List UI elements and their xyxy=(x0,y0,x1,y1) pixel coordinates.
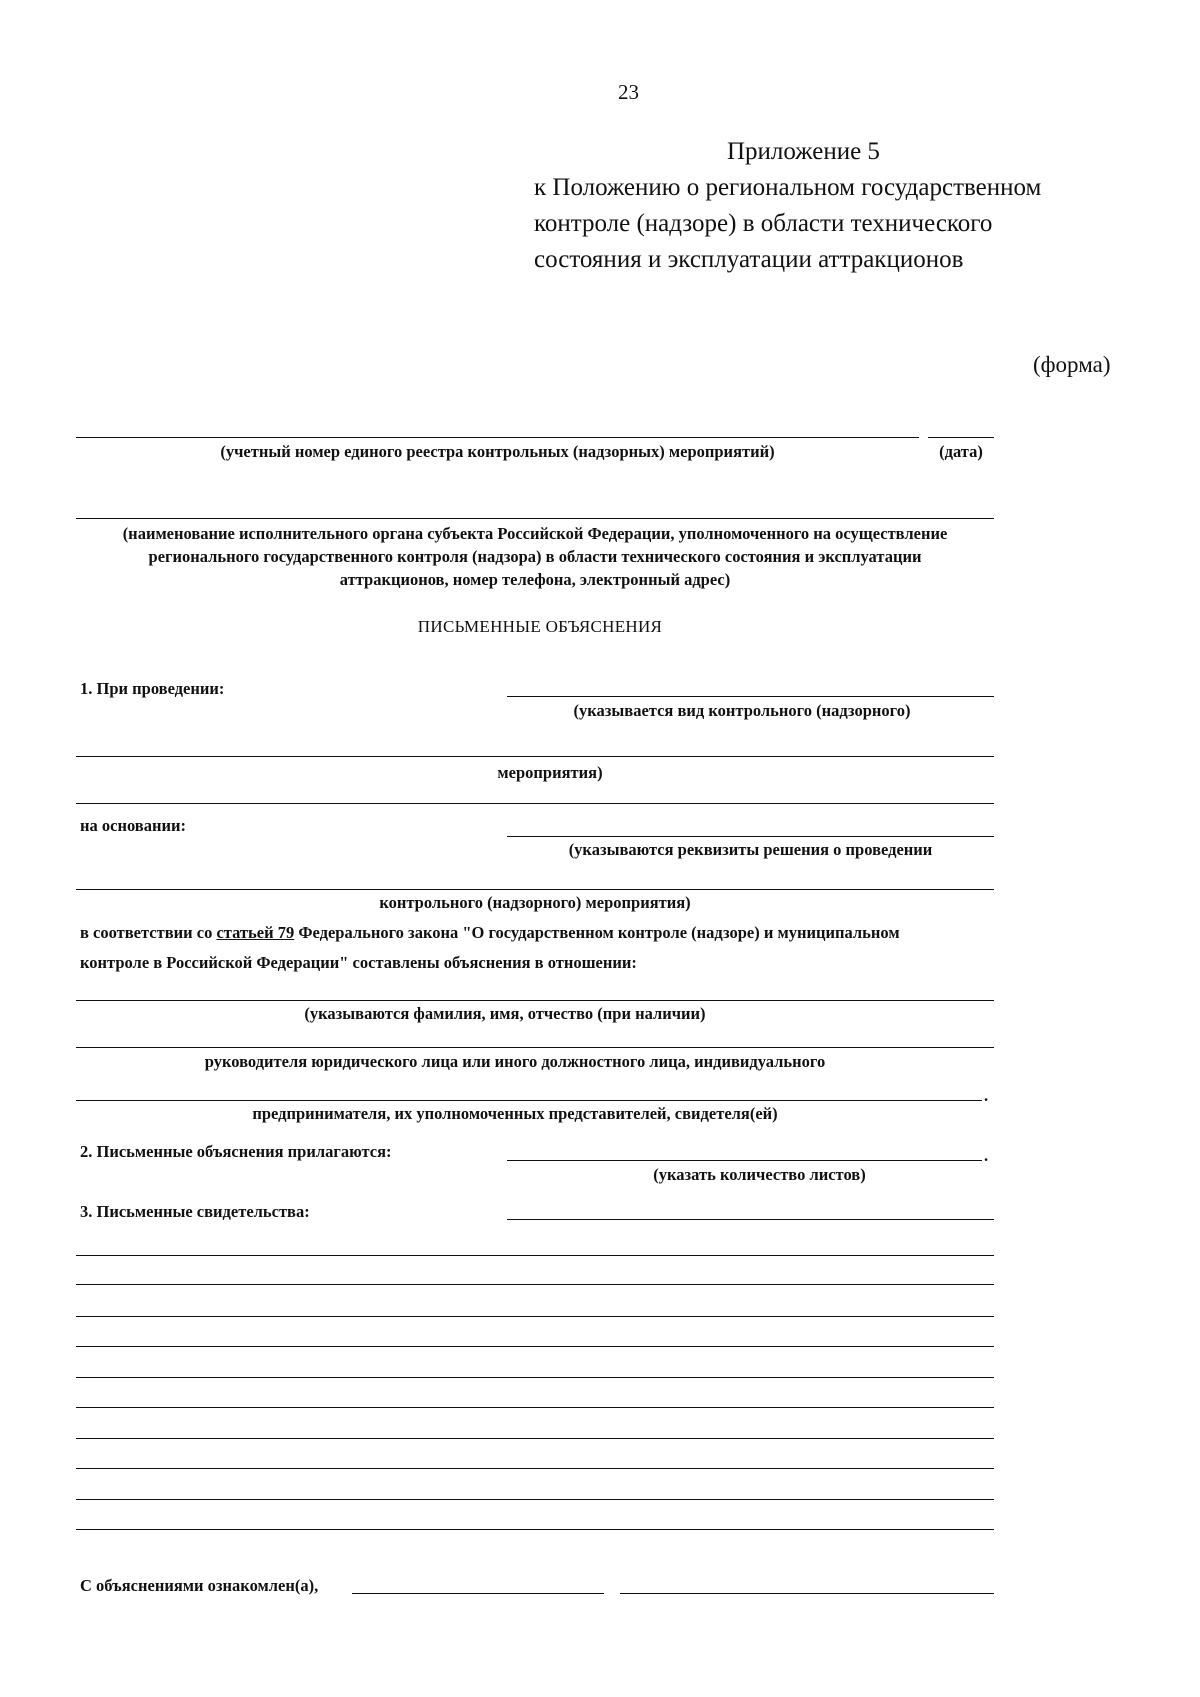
authority-field[interactable] xyxy=(76,518,994,519)
authority-caption-line-2: регионального государственного контроля (надзора) в области технического состояния и эксплуатации xyxy=(148,547,922,566)
testimony-line[interactable] xyxy=(76,1407,994,1408)
control-type-field[interactable] xyxy=(507,696,994,697)
control-type-field-continued[interactable] xyxy=(76,756,994,757)
document-title: ПИСЬМЕННЫЕ ОБЪЯСНЕНИЯ xyxy=(417,617,663,636)
signature-field[interactable] xyxy=(352,1593,604,1594)
acknowledged-label: С объяснениями ознакомлен(а), xyxy=(80,1576,319,1595)
authority-caption-line-1: (наименование исполнительного органа субъекта Российской Федерации, уполномоченного на осуществление xyxy=(122,524,948,543)
section-2-label: 2. Письменные объяснения прилагаются: xyxy=(80,1142,392,1161)
person-role-caption: руководителя юридического лица или иного должностного лица, индивидуального xyxy=(204,1052,826,1071)
person-role-caption-continued: предпринимателя, их уполномоченных представителей, свидетеля(ей) xyxy=(252,1104,778,1123)
basis-label: на основании: xyxy=(80,816,186,835)
sheet-count-field[interactable] xyxy=(507,1160,982,1161)
trailing-period: . xyxy=(984,1086,989,1105)
testimony-line[interactable] xyxy=(76,1529,994,1530)
person-name-field-continued-2[interactable] xyxy=(76,1100,982,1101)
law-reference-line-2: контроле в Российской Федерации" составлены объяснения в отношении: xyxy=(80,953,637,972)
law-suffix: Федерального закона "О государственном контроле (надзоре) и муниципальном xyxy=(294,923,900,942)
testimony-line[interactable] xyxy=(76,1468,994,1469)
person-name-caption: (указываются фамилия, имя, отчество (при наличии) xyxy=(304,1004,706,1023)
testimony-line[interactable] xyxy=(76,1316,994,1317)
person-name-field-continued[interactable] xyxy=(76,1047,994,1048)
section-1-label: 1. При проведении: xyxy=(80,679,225,698)
testimony-line[interactable] xyxy=(76,1377,994,1378)
article-79-link[interactable]: статьей 79 xyxy=(216,923,295,942)
annex-header xyxy=(534,134,1174,278)
annex-title: Приложение 5 xyxy=(727,138,880,165)
testimony-field[interactable] xyxy=(507,1219,994,1220)
decision-details-field-continued[interactable] xyxy=(76,889,994,890)
page-number: 23 xyxy=(618,80,639,104)
control-type-caption: (указывается вид контрольного (надзорного) xyxy=(573,701,911,720)
date-caption: (дата) xyxy=(939,442,983,461)
annex-line-2: контроле (надзоре) в области технического xyxy=(534,210,993,237)
annex-line-3: состояния и эксплуатации аттракционов xyxy=(534,246,964,273)
registry-caption: (учетный номер единого реестра контрольных (надзорных) мероприятий) xyxy=(220,442,775,461)
control-type-caption-continued: мероприятия) xyxy=(497,763,603,782)
date-field[interactable] xyxy=(928,437,994,438)
testimony-line[interactable] xyxy=(76,1346,994,1347)
blank-line[interactable] xyxy=(76,803,994,804)
section-3-label: 3. Письменные свидетельства: xyxy=(80,1202,310,1221)
testimony-line[interactable] xyxy=(76,1255,994,1256)
decision-details-caption: (указываются реквизиты решения о проведении xyxy=(568,840,933,859)
authority-caption-line-3: аттракционов, номер телефона, электронный адрес) xyxy=(339,570,731,589)
trailing-period-2: . xyxy=(984,1146,989,1165)
authority-caption xyxy=(60,522,1010,591)
testimony-line[interactable] xyxy=(76,1284,994,1285)
sheet-count-caption: (указать количество листов) xyxy=(653,1165,866,1184)
name-field[interactable] xyxy=(620,1593,994,1594)
decision-details-caption-continued: контрольного (надзорного) мероприятия) xyxy=(379,893,691,912)
law-reference-line-1 xyxy=(80,923,994,943)
testimony-line[interactable] xyxy=(76,1499,994,1500)
person-name-field[interactable] xyxy=(76,1000,994,1001)
law-prefix: в соответствии со xyxy=(80,923,217,942)
decision-details-field[interactable] xyxy=(507,836,994,837)
annex-line-1: к Положению о региональном государственном xyxy=(534,174,1042,201)
testimony-line[interactable] xyxy=(76,1438,994,1439)
registry-number-field[interactable] xyxy=(76,437,919,438)
form-label: (форма) xyxy=(1033,352,1111,377)
